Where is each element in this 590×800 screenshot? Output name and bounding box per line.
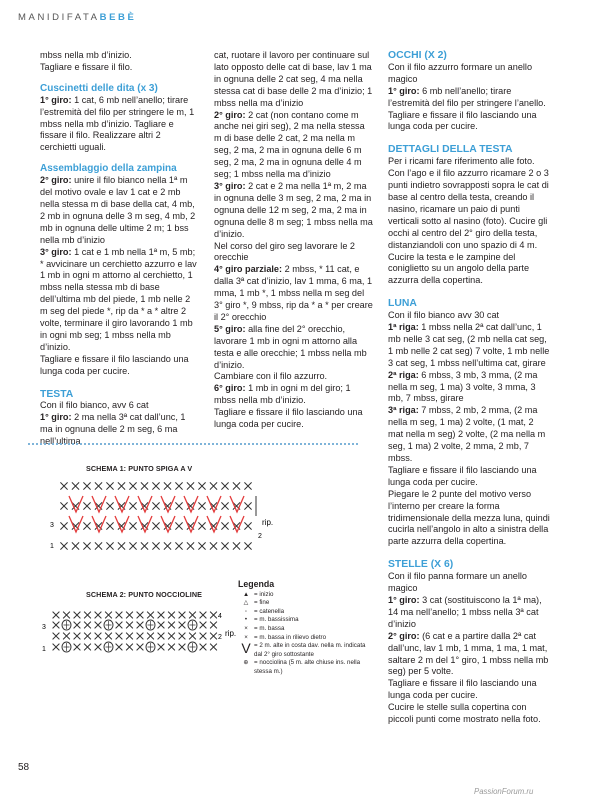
single-crochet-mark [244,482,251,489]
single-crochet-mark [152,542,159,549]
legend-item [238,634,368,643]
single-crochet-mark [63,612,70,619]
single-crochet-mark [84,633,91,640]
round-label: 4° giro parziale: [214,264,283,275]
magazine-name: MANIDIFATA [18,12,100,23]
chain-icon: ◦ [244,607,248,615]
single-crochet-mark [179,612,186,619]
single-crochet-mark [126,612,133,619]
legend-item [238,625,368,634]
single-crochet-mark [141,542,148,549]
single-crochet-mark [53,644,60,651]
round-text: 1 cat e 1 mb nella 1ª m, 5 mb; * avvicinare un cerchietto azzurro e lav 1 mb in ogni m attorno al cerchietto, 1 mbss nella stessa mb di base dell’ultima mb del piede, 1 mb nelle 2 m seg del piede *, rip da * a * altre 2 volte, terminare il giro lavorando 1 mb in ogni mb seg; 1 mbss nella mb d’inizio. [40,246,197,352]
v-stitch-mark [184,496,198,512]
schema-1-stitches [60,482,256,549]
legend-text: = catenella [254,607,285,615]
paragraph [388,370,550,406]
single-crochet-mark [95,482,102,489]
single-crochet-mark [189,633,196,640]
row-number: 2 [218,634,222,641]
round-label: 3° giro: [214,180,246,191]
single-crochet-mark [129,502,136,509]
single-crochet-mark [198,502,205,509]
single-crochet-icon: × [244,624,248,632]
single-crochet-mark [221,542,228,549]
single-crochet-mark [141,482,148,489]
round-text: 1 mb in ogni m del giro; 1 mbss nella mb d’inizio. [214,383,351,406]
single-crochet-mark [152,502,159,509]
single-crochet-mark [74,633,81,640]
single-crochet-mark [198,542,205,549]
single-crochet-mark [116,612,123,619]
paragraph [214,264,373,324]
v-stitch-mark [207,516,221,532]
paragraph: Con il filo bianco avv 30 cat [388,310,500,321]
paragraph: Tagliare e fissare il filo lasciando una lunga coda per cucire. [388,678,537,701]
single-crochet-mark [95,633,102,640]
single-crochet-mark [118,542,125,549]
single-crochet-mark [152,482,159,489]
schema-1-title: SCHEMA 1: PUNTO SPIGA A V [86,464,193,473]
single-crochet-mark [179,633,186,640]
legend-title: Legenda [238,579,275,589]
single-crochet-mark [200,644,207,651]
round-text: 3 cat (sostituiscono la 1ª ma), 14 ma nell’anello; 1 mbss nella 3ª cat d’inizio [388,594,542,629]
single-crochet-mark [168,622,175,629]
paragraph: Tagliare e fissare il filo lasciando una lunga coda per cucire. [40,353,189,376]
paragraph: Con il filo panna formare un anello magico [388,571,527,594]
single-crochet-mark [126,644,133,651]
round-label: 2° giro: [388,630,420,641]
legend-text: = m. bassa in rilievo dietro [254,633,327,641]
round-text: 1 cat, 6 mb nell’anello; tirare l’estremità del filo per stringere le m, 1 mbss nella mb d’inizio. Tagliare e fissare il filo. Realizzare altri 2 cerchietti uguali. [40,94,195,153]
single-crochet-mark [83,482,90,489]
row-text: 6 mbss, 3 mb, 3 mma, (2 ma nella m seg, 1 ma) 3 volte, 3 mma, 3 mb, 7 mbss, girare [388,369,538,404]
legend-text: = fine [254,599,270,607]
paragraph [214,110,373,181]
single-crochet-mark [72,482,79,489]
v-stitch-mark [230,516,244,532]
column-2 [214,50,373,431]
paragraph: Tagliare e fissare il filo lasciando una lunga coda per cucire. [214,407,363,430]
round-label: 1° giro: [40,94,72,105]
section-heading: Assemblaggio della zampina [40,163,177,175]
row-number: 2 [258,533,262,540]
single-crochet-mark [158,644,165,651]
round-label: 2° giro: [214,109,246,120]
dotted-separator [28,443,358,445]
single-crochet-mark [116,644,123,651]
paragraph: Con il filo bianco, avv 6 cat [40,400,149,411]
single-crochet-mark [106,542,113,549]
single-crochet-mark [233,542,240,549]
paragraph [40,95,197,155]
puff-stitch-lines [148,621,154,629]
paragraph [214,181,373,241]
single-crochet-mark [83,522,90,529]
magazine-accent: BEBÈ [99,12,137,23]
single-crochet-mark [63,633,70,640]
round-text: 2 cat (non contano come m anche nei giri seg), 2 ma nella stessa m di base delle 2 cat, 2 ma nella m seg, 2 ma, 2 ma in ognuna delle 6 m seg, 2 ma, 2 ma in ognuna delle 4 m seg; 1 mbss nella ma d’inizio [214,109,365,180]
single-crochet-mark [126,622,133,629]
section-heading: DETTAGLI DELLA TESTA [388,144,513,156]
single-crochet-mark [210,482,217,489]
single-crochet-mark [158,633,165,640]
single-crochet-mark [147,612,154,619]
row-label: 2ª riga: [388,369,419,380]
row-text: 1 mbss nella 2ª cat dall’unc, 1 mb nelle 3 cat seg, (2 mb nella cat seg, 1 mb nelle 2 cat seg) 7 volte, 1 mb nelle 3 cat seg, 1 mbss nell’ultima cat, girare [388,322,550,368]
legend-text: = inizio [254,590,274,598]
round-text: 2 ma nella 3ª cat dall’unc, 1 ma in ognuna delle 2 m seg, 6 ma nell’ultima [40,412,186,447]
single-crochet-mark [60,542,67,549]
single-crochet-mark [210,622,217,629]
single-crochet-mark [221,482,228,489]
paragraph [388,595,550,631]
single-crochet-mark [187,482,194,489]
single-crochet-mark [83,542,90,549]
v-stitch-mark [115,496,129,512]
legend-item [238,659,368,676]
single-crochet-mark [200,622,207,629]
magazine-header [18,12,136,23]
v-stitch-mark [230,496,244,512]
single-crochet-mark [95,542,102,549]
single-crochet-mark [53,612,60,619]
single-crochet-mark [168,633,175,640]
puff-stitch-lines [106,621,112,629]
row-number: 3 [50,522,54,529]
single-crochet-mark [200,633,207,640]
repeat-label: rip. [225,629,237,638]
single-crochet-mark [105,612,112,619]
single-crochet-mark [221,522,228,529]
paragraph [388,86,550,110]
round-text: alla fine del 2° orecchio, lavorare 1 mb in ogni m attorno alla testa e alle orecchie; 1 mbss nella mb d’inizio. [214,323,367,370]
puff-stitch-lines [190,621,196,629]
paragraph: Piegare le 2 punte del motivo verso l’interno per creare la forma tridimensionale della mezza luna, quindi cucirla nell’angolo in alto a sinistra della parte azzurra della copertina. [388,488,550,547]
row-label: 1ª riga: [388,322,419,333]
single-crochet-mark [164,542,171,549]
row-text: 7 mbss, 2 mb, 2 mma, (2 ma nella m seg, 1 ma) 2 volte, (1 mat, 2 mat nella m seg) 2 volte, (2 ma nella m seg, 1 ma) 2 volte, 2 mma, 2 mb, 7 mbss. [388,405,546,463]
column-3 [388,50,550,726]
single-crochet-mark [53,633,60,640]
v-stitch-icon: V [241,640,251,657]
single-crochet-mark [210,612,217,619]
end-triangle-icon: △ [243,599,249,607]
v-stitch-mark [138,496,152,512]
paragraph: Tagliare e fissare il filo. [40,61,133,72]
puff-stitch-lines [148,643,154,651]
round-text: (6 cat e a partire dalla 2ª cat dall’unc, lav 1 mb, 1 mma, 1 ma, 1 mat, saltare 2 m del 1° giro, 1 mbss nella mb seg) per 5 volte. [388,630,549,677]
legend-text: = m. bassa [254,624,285,632]
v-stitch-mark [69,516,83,532]
single-crochet-mark [179,644,186,651]
single-crochet-mark [179,622,186,629]
single-crochet-mark [84,622,91,629]
puff-stitch-lines [64,643,70,651]
single-crochet-mark [147,633,154,640]
single-crochet-mark [84,644,91,651]
single-crochet-mark [84,612,91,619]
single-crochet-mark [137,622,144,629]
single-crochet-mark [175,522,182,529]
single-crochet-mark [53,622,60,629]
single-crochet-mark [60,502,67,509]
legend-text: = nocciolina (5 m. alte chiuse ins. nella stessa m.) [254,659,361,675]
v-stitch-mark [92,496,106,512]
single-crochet-mark [187,542,194,549]
v-stitch-mark [161,496,175,512]
single-crochet-mark [106,522,113,529]
single-crochet-mark [244,522,251,529]
single-crochet-mark [116,622,123,629]
round-text: 2 cat e 2 ma nella 1ª m, 2 ma in ognuna delle 3 m seg, 2 ma, 2 ma in ognuna delle 12 m seg, 2 ma, 2 ma in ognuna delle 8 m seg; 1 mbss nella ma d’inizio. [214,180,373,239]
single-crochet-mark [189,612,196,619]
section-heading: TESTA [40,388,74,400]
section-heading: STELLE (X 6) [388,559,454,571]
puff-stitch-icon: ⊕ [243,659,249,667]
paragraph [214,324,373,372]
v-stitch-mark [138,516,152,532]
watermark: PassionForum.ru [474,787,534,796]
single-crochet-mark [175,502,182,509]
single-crochet-mark [158,612,165,619]
single-crochet-mark [106,482,113,489]
section-heading: OCCHI (X 2) [388,50,447,61]
schema-2-title: SCHEMA 2: PUNTO NOCCIOLINE [86,590,203,599]
legend-items [238,591,368,677]
round-label: 5° giro: [214,323,246,334]
slip-stitch-icon: • [244,616,248,624]
single-crochet-mark [60,482,67,489]
single-crochet-mark [95,622,102,629]
section-heading: LUNA [388,298,417,310]
round-text: 6 mb nell’anello; tirare l’estremità del filo per stringere l’anello. [388,85,546,108]
round-text: 2 mbss, * 11 cat, e dalla 3ª cat d’inizio, lav 1 mma, 6 ma, 1 mma, 1 mb *, 1 mbss nella m seg del 3° giro *, 9 mbss, rip da * a * per creare il 2° orecchio [214,264,373,322]
single-crochet-mark [158,622,165,629]
single-crochet-mark [72,542,79,549]
single-crochet-mark [152,522,159,529]
v-stitch-mark [207,496,221,512]
row-label: 3ª riga: [388,405,419,416]
v-stitch-mark [161,516,175,532]
paragraph: Con il filo azzurro formare un anello magico [388,61,533,84]
paragraph: cat, ruotare il lavoro per continuare sul lato opposto delle cat di base, lav 1 ma in ognuna delle 2 cat seg, 4 ma nella stessa cat di base delle 2 ma d’inizio; 1 mbss nella ma d’inizio [214,50,373,108]
paragraph [388,631,550,679]
paragraph: Nel corso del giro seg lavorare le 2 orecchie [214,240,356,263]
single-crochet-mark [129,522,136,529]
single-crochet-mark [74,622,81,629]
v-stitch-mark [184,516,198,532]
single-crochet-mark [95,644,102,651]
legend-item [238,608,368,617]
back-loop-icon: × [244,633,248,641]
column-1 [40,50,197,448]
legend [238,580,368,677]
single-crochet-mark [137,633,144,640]
row-number: 4 [218,613,222,620]
single-crochet-mark [210,633,217,640]
round-label: 1° giro: [388,85,420,96]
paragraph [40,247,197,354]
single-crochet-mark [244,542,251,549]
paragraph [388,405,550,465]
single-crochet-mark [60,522,67,529]
single-crochet-mark [200,612,207,619]
row-number: 1 [42,646,46,653]
single-crochet-mark [210,542,217,549]
single-crochet-mark [168,612,175,619]
schema-2-diagram [40,605,245,665]
paragraph [214,383,373,407]
round-label: 3° giro: [40,246,72,257]
puff-stitch-lines [190,643,196,651]
puff-stitch-lines [106,643,112,651]
paragraph: Tagliare e fissare il filo lasciando una lunga coda per cucire. [388,464,537,487]
single-crochet-mark [168,644,175,651]
start-triangle-icon: ▲ [242,590,250,598]
paragraph: mbss nella mb d’inizio. [40,50,132,60]
single-crochet-mark [233,482,240,489]
single-crochet-mark [164,482,171,489]
legend-text: = 2 m. alte in costa dav. nella m. indicata dal 2° giro sottostante [254,642,366,658]
single-crochet-mark [106,502,113,509]
schema-1-diagram [40,476,285,556]
section-heading: Cuscinetti delle dita (x 3) [40,82,158,94]
single-crochet-mark [210,644,217,651]
single-crochet-mark [105,633,112,640]
single-crochet-mark [129,482,136,489]
legend-item [238,616,368,625]
single-crochet-mark [198,482,205,489]
v-stitch-mark [92,516,106,532]
paragraph [388,322,550,370]
paragraph: Cambiare con il filo azzurro. [214,371,328,382]
single-crochet-mark [175,482,182,489]
repeat-label: rip. [262,518,274,527]
legend-item [238,599,368,608]
row-number: 3 [42,624,46,631]
legend-item [238,591,368,600]
puff-stitch-lines [64,621,70,629]
single-crochet-mark [83,502,90,509]
round-label: 2° giro: [40,175,72,186]
round-label: 1° giro: [388,594,420,605]
round-label: 6° giro: [214,383,246,394]
page-number: 58 [18,762,30,773]
single-crochet-mark [137,644,144,651]
single-crochet-mark [137,612,144,619]
v-stitch-mark [115,516,129,532]
paragraph [40,175,197,246]
single-crochet-mark [116,633,123,640]
single-crochet-mark [118,482,125,489]
single-crochet-mark [95,612,102,619]
paragraph: Tagliare e fissare il filo lasciando una lunga coda per cucire. [388,109,537,132]
single-crochet-mark [129,542,136,549]
single-crochet-mark [74,612,81,619]
paragraph: Per i ricami fare riferimento alle foto. Con l’ago e il filo azzurro ricamare 2 o 3 punti indietro sovrapposti sopra le cat di base al centro della testa, creando il nasino, ricamare un paio di punti verticali sotto al nasino (foto). Cucire gli occhi al centro del 2° giro della testa, distanziandoli con uno spazio di 4 m. [388,156,549,250]
single-crochet-mark [175,542,182,549]
single-crochet-mark [126,633,133,640]
single-crochet-mark [74,644,81,651]
paragraph: Cucire la testa e le zampine del coniglietto su un angolo della parte azzurra della copertina. [388,251,530,286]
legend-text: = m. bassissima [254,616,299,624]
single-crochet-mark [198,522,205,529]
single-crochet-mark [221,502,228,509]
v-stitch-mark [69,496,83,512]
schema-2-stitches [53,612,217,652]
single-crochet-mark [244,502,251,509]
paragraph: Cucire le stelle sulla copertina con piccoli punti come mostrato nella foto. [388,702,541,725]
round-text: unire il filo bianco nella 1ª m del motivo ovale e lav 1 cat e 2 mb nella stessa m di base della cat, 4 mb, 2 mb in ognuna delle 3 m seg, 4 mb, 2 mb in ognuna delle ultime 2 m; 1 bss nella mb d’inizio [40,175,196,245]
legend-item [238,642,368,659]
round-label: 1° giro: [40,412,72,423]
row-number: 1 [50,543,54,550]
